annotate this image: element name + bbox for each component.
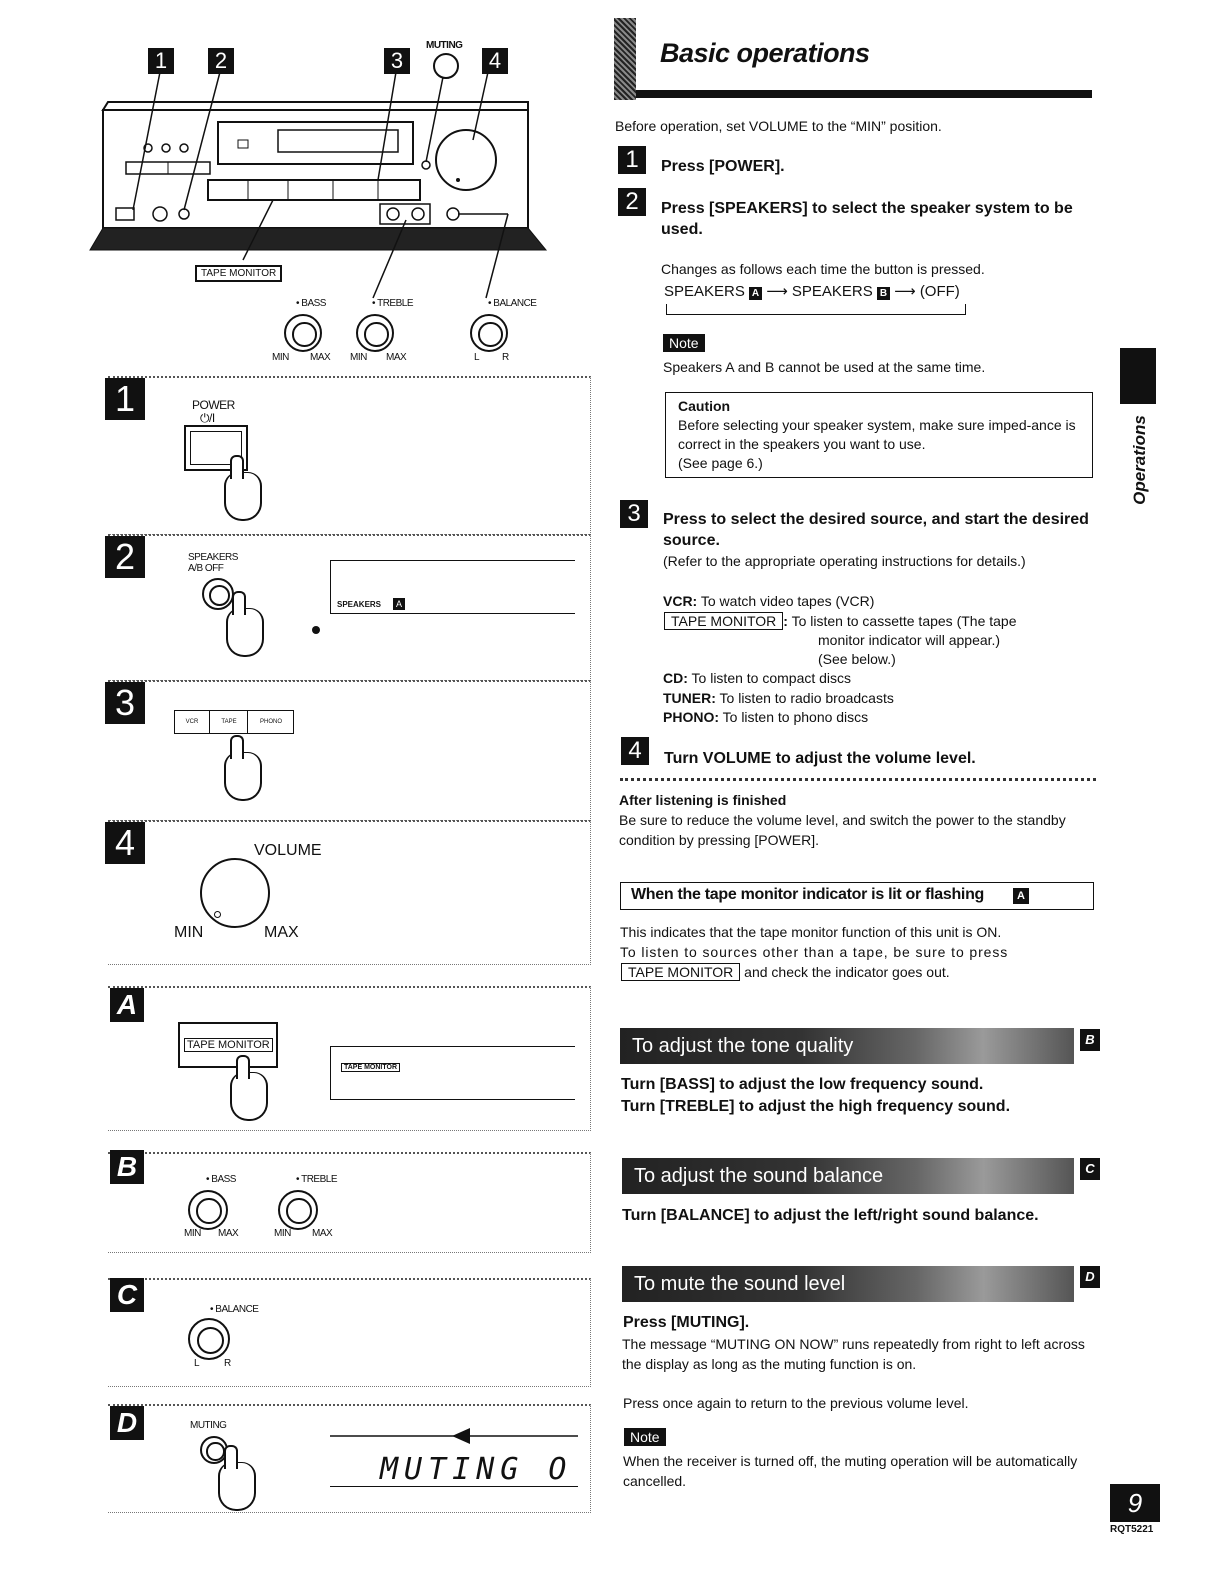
volume-max: MAX [264, 924, 299, 941]
source-vcr: VCR: To watch video tapes (VCR) [663, 593, 875, 609]
hand-icon [218, 1462, 256, 1511]
page-title: Basic operations [660, 38, 870, 68]
step-1-title: Press [POWER]. [661, 158, 785, 175]
volume-label: VOLUME [254, 842, 322, 859]
arrow-right-icon: ⟶ [766, 283, 788, 300]
tape-monitor-button [178, 1022, 278, 1068]
mute-body: The message “MUTING ON NOW” runs repeatedly from right to left across the display as long as the muting function is on. [622, 1336, 1085, 1372]
muting-label: MUTING [426, 40, 463, 51]
treble-max-b: MAX [312, 1228, 333, 1239]
treble-knob-b [278, 1190, 318, 1230]
dot-icon [312, 626, 320, 634]
balance-r: R [502, 352, 509, 363]
tone-section-letter: B [1080, 1029, 1100, 1051]
source-tuner: TUNER: To listen to radio broadcasts [663, 690, 894, 706]
panel-b [108, 1152, 591, 1253]
step-2-number: 2 [618, 188, 646, 216]
treble-min: MIN [350, 352, 367, 363]
caution-box [665, 392, 1093, 478]
volume-min: MIN [174, 924, 204, 941]
callout-3: 3 [384, 48, 410, 74]
panel-step-3 [108, 680, 591, 821]
volume-knob [200, 858, 270, 928]
balance-section-letter: C [1080, 1158, 1100, 1180]
bass-min-b: MIN [184, 1228, 201, 1239]
display-speakers-text: SPEAKERS [337, 600, 382, 609]
caution-ref: (See page 6.) [678, 455, 763, 471]
speakers-button-label: SPEAKERS A/B OFF [188, 552, 238, 574]
mute-note-label: Note [624, 1428, 666, 1446]
treble-max: MAX [386, 352, 407, 363]
balance-knob [470, 314, 508, 352]
step-3-refer: (Refer to the appropriate operating instructions for details.) [663, 553, 1026, 569]
mute-title: Press [MUTING]. [623, 1314, 750, 1331]
speaker-sequence [664, 281, 960, 303]
balance-line1: Turn [BALANCE] to adjust the left/right sound balance. [622, 1207, 1039, 1224]
source-tape-3: (See below.) [818, 651, 896, 667]
display-speaker-letter: A [393, 598, 405, 610]
balance-label-c: • BALANCE [210, 1304, 259, 1315]
muting-label-d: MUTING [190, 1420, 227, 1431]
caution-body: Before selecting your speaker system, make sure imped-ance is correct in the speakers you want to use. [678, 417, 1076, 452]
step-2-changes: Changes as follows each time the button is pressed. [661, 261, 985, 277]
panel-4-number: 4 [105, 822, 145, 864]
note-label: Note [663, 334, 705, 352]
bass-label-b: • BASS [206, 1174, 236, 1185]
tape-monitor-button-label: TAPE MONITOR [184, 1038, 273, 1052]
after-title: After listening is finished [619, 792, 787, 808]
seq-off: (OFF) [919, 283, 960, 300]
treble-knob [356, 314, 394, 352]
doc-code: RQT5221 [1110, 1524, 1154, 1535]
source-tape-2: monitor indicator will appear.) [818, 632, 1001, 648]
step-1-number: 1 [618, 146, 646, 174]
bass-label: • BASS [296, 298, 326, 309]
callout-1: 1 [148, 48, 174, 74]
panel-step-4 [108, 820, 591, 965]
bass-min: MIN [272, 352, 289, 363]
step-4-number: 4 [621, 737, 649, 765]
after-body: Be sure to reduce the volume level, and switch the power to the standby condition by pressing [POWER]. [619, 812, 1066, 848]
mute-again: Press once again to return to the previous volume level. [623, 1395, 969, 1411]
title-marker [614, 18, 636, 100]
receiver-front-panel [88, 30, 568, 360]
power-label: POWER [192, 398, 235, 412]
tone-line1: Turn [BASS] to adjust the low frequency sound. [621, 1076, 984, 1093]
bass-max-b: MAX [218, 1228, 239, 1239]
hand-icon [226, 608, 264, 657]
source-phono: PHONO: To listen to phono discs [663, 709, 869, 725]
tone-line2: Turn [TREBLE] to adjust the high frequency sound. [621, 1098, 1011, 1115]
bass-knob [284, 314, 322, 352]
intro-text: Before operation, set VOLUME to the “MIN” position. [615, 118, 942, 134]
tape-indicator-heading: When the tape monitor indicator is lit or flashing [631, 886, 985, 903]
balance-label: • BALANCE [488, 298, 537, 309]
balance-l: L [474, 352, 480, 363]
callout-4: 4 [482, 48, 508, 74]
tape-button: TAPE [211, 711, 248, 733]
side-tab-label: Operations [1130, 415, 1149, 505]
panel-d-letter: D [110, 1406, 144, 1440]
display-tape-monitor: TAPE MONITOR [341, 1063, 400, 1072]
tape-indicator-line3: TAPE MONITOR and check the indicator goes out. [621, 962, 950, 982]
bass-knob-b [188, 1190, 228, 1230]
tape-indicator-letter: A [1013, 888, 1029, 904]
treble-label-b: • TREBLE [296, 1174, 337, 1185]
step-2-title: Press [SPEAKERS] to select the speaker system to be used. [661, 200, 1073, 238]
tape-indicator-line1: This indicates that the tape monitor function of this unit is ON. [620, 924, 1002, 940]
panel-2-number: 2 [105, 536, 145, 578]
step-3-title: Press to select the desired source, and start the desired source. [663, 511, 1089, 549]
hand-icon [230, 1072, 268, 1121]
panel-b-letter: B [110, 1150, 144, 1184]
panel-c [108, 1278, 591, 1387]
page-number: 9 [1110, 1484, 1160, 1522]
seq-speakers-b: SPEAKERS [791, 283, 873, 300]
mute-note: When the receiver is turned off, the muting operation will be automatically cancelled. [623, 1453, 1078, 1489]
seq-letter-a: A [749, 287, 762, 300]
tape-monitor-display [330, 1046, 575, 1100]
sequence-return-line [666, 304, 966, 315]
panel-step-1 [108, 376, 591, 535]
treble-min-b: MIN [274, 1228, 291, 1239]
vcr-button: VCR [175, 711, 210, 733]
hand-icon [224, 472, 262, 521]
step-3-number: 3 [620, 500, 648, 528]
power-symbol: ⏻/I [200, 411, 215, 425]
balance-knob-c [188, 1318, 230, 1360]
mute-section-letter: D [1080, 1266, 1100, 1288]
tape-indicator-line2: To listen to sources other than a tape, be sure to press [620, 944, 1009, 960]
seq-speakers-a: SPEAKERS [664, 283, 745, 300]
title-rule [636, 90, 1092, 98]
seq-letter-b: B [877, 287, 890, 300]
speakers-button [202, 578, 234, 610]
bass-max: MAX [310, 352, 331, 363]
source-buttons [174, 710, 294, 734]
source-tape: TAPE MONITOR : To listen to cassette tapes (The tape [664, 611, 1017, 631]
hand-icon [224, 752, 262, 801]
phono-button: PHONO [259, 719, 282, 725]
balance-l-c: L [194, 1358, 200, 1369]
panel-1-number: 1 [105, 378, 145, 420]
panel-c-letter: C [110, 1278, 144, 1312]
callout-2: 2 [208, 48, 234, 74]
muting-display-text: MUTING O [380, 1452, 573, 1487]
side-tab-block [1120, 348, 1156, 404]
caution-title: Caution [678, 398, 731, 414]
panel-a-letter: A [110, 988, 144, 1022]
tape-monitor-label: TAPE MONITOR [195, 263, 282, 282]
dotted-divider [620, 778, 1096, 781]
step-4-title: Turn VOLUME to adjust the volume level. [664, 750, 976, 767]
tape-indicator-heading-box [620, 882, 1094, 910]
note-text: Speakers A and B cannot be used at the same time. [663, 359, 986, 375]
left-arrow-icon [330, 1426, 578, 1446]
arrow-right-icon: ⟶ [894, 283, 916, 300]
panel-3-number: 3 [105, 682, 145, 724]
balance-r-c: R [224, 1358, 231, 1369]
speakers-display [330, 560, 575, 614]
source-cd: CD: To listen to compact discs [663, 670, 852, 686]
display-underline [330, 1486, 578, 1487]
mute-section-bar: To mute the sound level [622, 1266, 1074, 1302]
balance-section-bar: To adjust the sound balance [622, 1158, 1074, 1194]
treble-label: • TREBLE [372, 298, 413, 309]
tone-section-bar: To adjust the tone quality [620, 1028, 1074, 1064]
